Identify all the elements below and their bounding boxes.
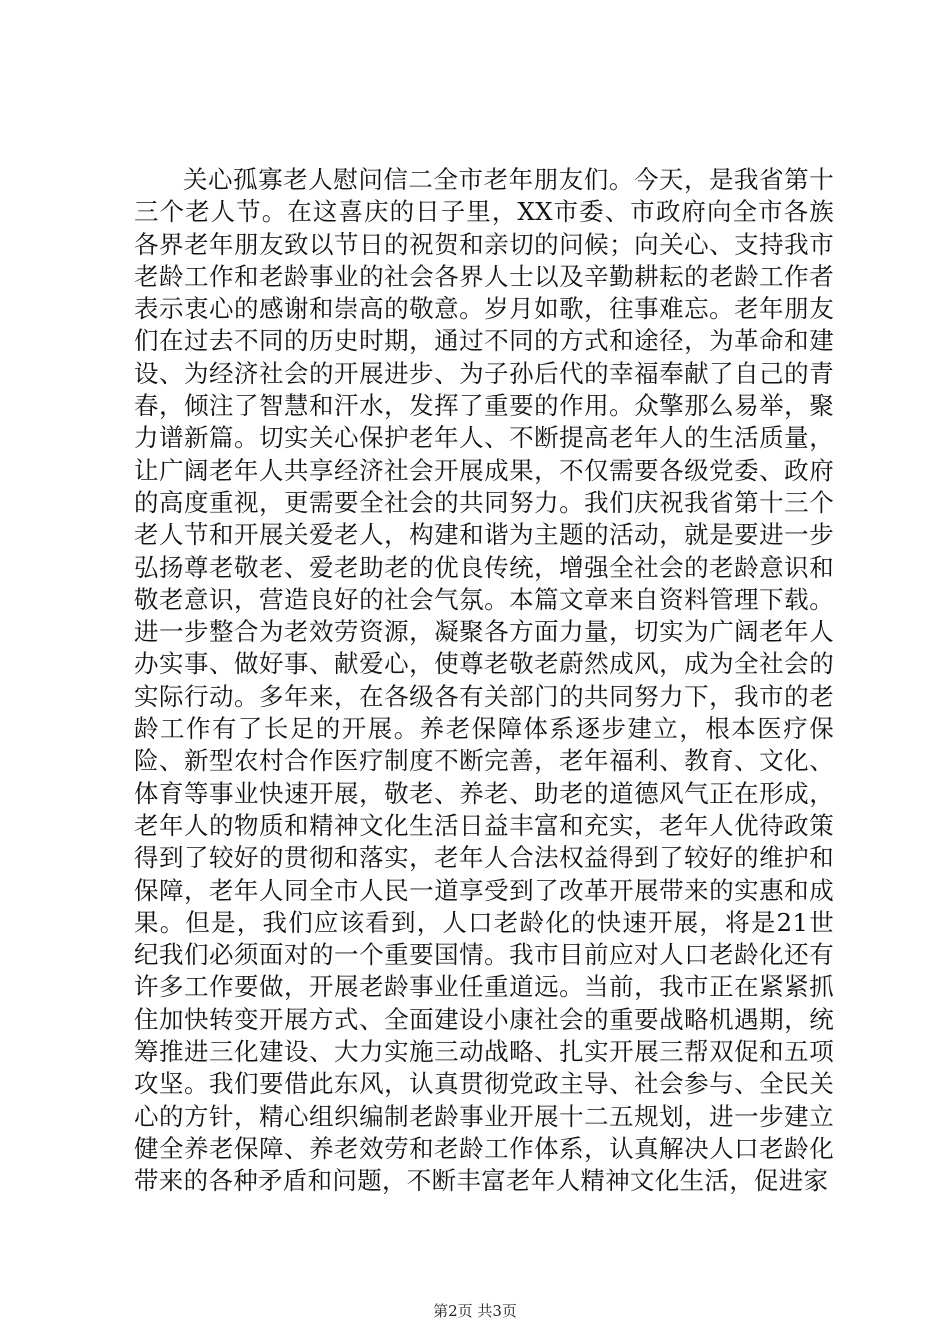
page-number-footer: 第2页 共3页: [433, 1302, 517, 1320]
letter-body-text: 关心孤寡老人慰问信二全市老年朋友们。今天，是我省第十三个老人节。在这喜庆的日子里，XX市委、市政府向全市各族各界老年朋友致以节日的祝贺和亲切的问候；向关心、支持我市老龄工作和老龄事业的社会各界人士以及辛勤耕耘的老龄工作者表示衷心的感谢和崇高的敬意。岁月如歌，往事难忘。老年朋友们在过去不同的历史时期，通过不同的方式和途径，为革命和建设、为经济社会的开展进步、为子孙后代的幸福奉献了自己的青春，倾注了智慧和汗水，发挥了重要的作用。众擎那么易举，聚力谱新篇。切实关心保护老年人、不断提高老年人的生活质量，让广阔老年人共享经济社会开展成果，不仅需要各级党委、政府的高度重视，更需要全社会的共同努力。我们庆祝我省第十三个老人节和开展关爱老人，构建和谐为主题的活动，就是要进一步弘扬尊老敬老、爱老助老的优良传统，增强全社会的老龄意识和敬老意识，营造良好的社会气氛。本篇文章来自资料管理下载。进一步整合为老效劳资源，凝聚各方面力量，切实为广阔老年人办实事、做好事、献爱心，使尊老敬老蔚然成风，成为全社会的实际行动。多年来，在各级各有关部门的共同努力下，我市的老龄工作有了长足的开展。养老保障体系逐步建立，根本医疗保险、新型农村合作医疗制度不断完善，老年福利、教育、文化、体育等事业快速开展，敬老、养老、助老的道德风气正在形成，老年人的物质和精神文化生活日益丰富和充实，老年人优待政策得到了较好的贯彻和落实，老年人合法权益得到了较好的维护和保障，老年人同全市人民一道享受到了改革开展带来的实惠和成果。但是，我们应该看到，人口老龄化的快速开展，将是21世纪我们必须面对的一个重要国情。我市目前应对人口老龄化还有许多工作要做，开展老龄事业任重道远。当前，我市正在紧紧抓住加快转变开展方式、全面建设小康社会的重要战略机遇期，统筹推进三化建设、大力实施三动战略、扎实开展三帮双促和五项攻坚。我们要借此东风，认真贯彻党政主导、社会参与、全民关心的方针，精心组织编制老龄事业开展十二五规划，进一步建立健全养老保障、养老效劳和老龄工作体系，认真解决人口老龄化带来的各种矛盾和问题，不断丰富老年人精神文化生活，促进家: [134, 165, 834, 1196]
